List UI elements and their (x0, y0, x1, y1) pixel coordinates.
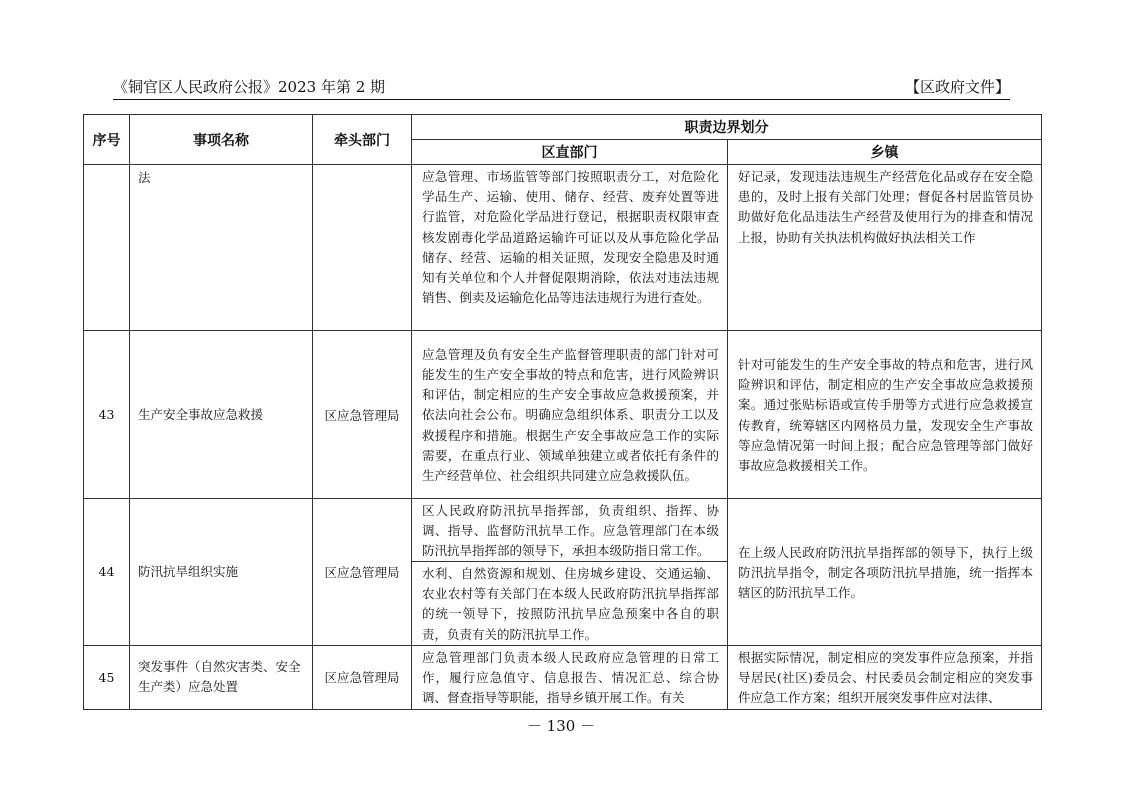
row-name: 防汛抗旱组织实施 (130, 499, 313, 646)
row-town (728, 331, 1042, 499)
row-town (728, 165, 1042, 331)
page-number: － 130 － (526, 717, 596, 735)
district-text: 应急管理、市场监管等部门按照职责分工，对危险化学品生产、运输、使用、储存、经营、废弃处置等进行监管，对危险化学品进行登记，根据职责权限审查核发剧毒化学品道路运输许可证以及从事危险化学品储存、经营、运输的相关证照，发现安全隐患及时通知有关单位和个人并督促限期消除，依法对违法违规销售、倒卖及运输危化品等违法违规行为进行查处。 (422, 169, 719, 306)
row-name: 生产安全事故应急救援 (130, 331, 313, 499)
header-district: 区直部门 (412, 140, 728, 165)
district-text: 应急管理部门负责本级人民政府应急管理的日常工作，履行应急值守、信息报告、情况汇总、综合协调、督查指导等职能，指导乡镇开展工作。有关 (422, 649, 719, 706)
row-district (412, 499, 728, 646)
header-lead: 牵头部门 (313, 115, 412, 165)
town-text: 在上级人民政府防汛抗旱指挥部的领导下，执行上级防汛抗旱指令，制定各项防汛抗旱措施，统一指挥本辖区的防汛抗旱工作。 (738, 544, 1033, 600)
responsibility-table (83, 114, 1042, 710)
header-no: 序号 (84, 115, 130, 165)
header-division: 职责边界划分 (412, 115, 1042, 140)
table-row (84, 645, 1042, 709)
header-town: 乡镇 (728, 140, 1042, 165)
bulletin-title: 《铜官区人民政府公报》2023 年第 2 期 (113, 78, 386, 96)
town-text: 针对可能发生的生产安全事故的特点和危害，进行风险辨识和评估，制定相应的生产安全事故应急救援预案。通过张贴标语或宣传手册等方式进行应急救援宣传教育，统筹辖区内网格员力量，发现安全生产事故等应急情况第一时间上报；配合应急管理等部门做好事故应急救援相关工作。 (738, 356, 1033, 473)
district-text: 应急管理及负有安全生产监督管理职责的部门针对可能发生的生产安全事故的特点和危害，进行风险辨识和评估，制定相应的生产安全事故应急救援预案，并依法向社会公布。明确应急组织体系、职责分工以及救援程序和措施。根据生产安全事故应急工作的实际需要，在重点行业、领域单独建立或者依托有条件的生产经营单位、社会组织共同建立应急救援队伍。 (422, 346, 719, 483)
row-no: 45 (84, 645, 130, 709)
row-town (728, 499, 1042, 646)
row-name: 突发事件（自然灾害类、安全生产类）应急处置 (130, 645, 313, 709)
row-name: 法 (130, 165, 313, 331)
table-header-row (84, 115, 1042, 140)
row-district (412, 645, 728, 709)
row-no: 43 (84, 331, 130, 499)
row-lead (313, 165, 412, 331)
row-lead: 区应急管理局 (313, 331, 412, 499)
table-row (84, 165, 1042, 331)
row-district (412, 331, 728, 499)
table-row (84, 499, 1042, 646)
row-lead: 区应急管理局 (313, 645, 412, 709)
header-name: 事项名称 (130, 115, 313, 165)
row-no (84, 165, 130, 331)
town-text: 根据实际情况，制定相应的突发事件应急预案，并指导居民(社区)委员会、村民委员会制定相应的突发事件应急工作方案；组织开展突发事件应对法律、 (738, 649, 1033, 706)
row-no: 44 (84, 499, 130, 646)
row-town (728, 645, 1042, 709)
section-label: 【区政府文件】 (904, 78, 1010, 96)
table-row (84, 331, 1042, 499)
district-text: 区人民政府防汛抗旱指挥部，负责组织、指挥、协调、指导、监督防汛抗旱工作。应急管理部门在本级防汛抗旱指挥部的领导下，承担本级防指日常工作。 (422, 503, 719, 559)
bulletin-header (113, 76, 1010, 98)
row-lead: 区应急管理局 (313, 499, 412, 646)
district-text-2: 水利、自然资源和规划、住房城乡建设、交通运输、农业农村等有关部门在本级人民政府防汛抗旱指挥部的统一领导下，按照防汛抗旱应急预案中各自的职责，负责有关的防汛抗旱工作。 (412, 561, 727, 645)
header-rule (113, 99, 1010, 100)
town-text: 好记录，发现违法违规生产经营危化品或存在安全隐患的，及时上报有关部门处理；督促各村居监管员协助做好危化品违法生产经营及使用行为的排查和情况上报，协助有关执法机构做好执法相关工作 (738, 169, 1033, 245)
row-district (412, 165, 728, 331)
